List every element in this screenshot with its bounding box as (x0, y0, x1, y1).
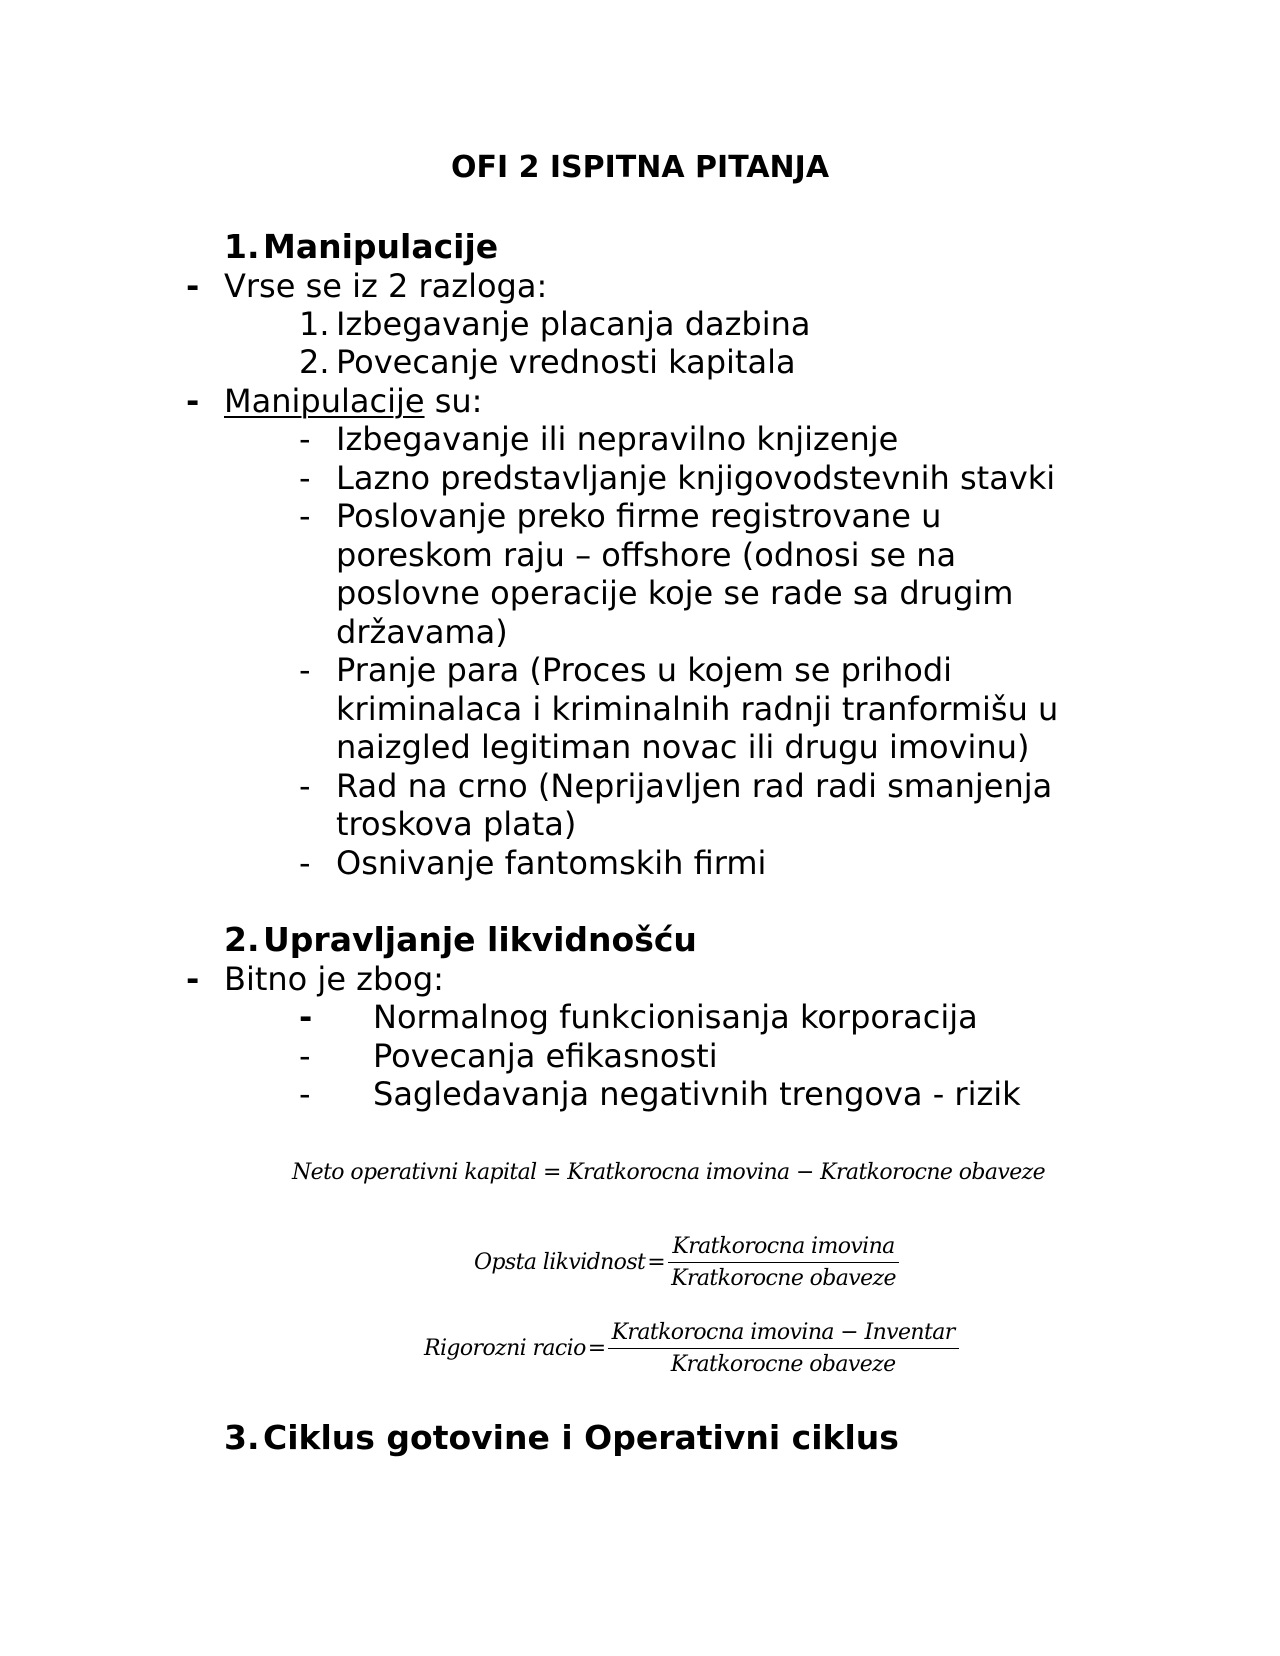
list-dash: - (299, 1075, 311, 1113)
bullet-dash: - (186, 960, 200, 998)
page-title: OFI 2 ISPITNA PITANJA (450, 150, 830, 185)
reason-text: Izbegavanje placanja dazbina (336, 305, 811, 343)
section-1-bullet-2 (224, 382, 482, 420)
formula-lhs: Opsta likvidnost (474, 1250, 646, 1275)
fraction (667, 1234, 900, 1291)
list-dash: - (299, 420, 311, 458)
equals-sign: = (587, 1336, 606, 1361)
list-item-continuation: državama) (336, 613, 508, 651)
list-dash: - (299, 1037, 311, 1075)
bullet-dash: - (186, 267, 200, 305)
list-dash: - (299, 651, 311, 689)
list-item: Izbegavanje ili nepravilno knjizenje (336, 420, 899, 458)
list-item-continuation: kriminalaca i kriminalnih radnji tranformišu u (336, 690, 1059, 728)
section-1-number: 1. (224, 227, 260, 266)
list-item: Normalnog funkcionisanja korporacija (373, 998, 978, 1036)
formula-quick-ratio (424, 1320, 959, 1377)
list-item: Lazno predstavljanje knjigovodstevnih stavki (336, 459, 1056, 497)
list-item: Pranje para (Proces u kojem se prihodi (336, 651, 953, 689)
list-dash: - (299, 459, 311, 497)
reason-text: Povecanje vrednosti kapitala (336, 343, 796, 381)
equals-sign: = (647, 1250, 666, 1275)
list-dash: - (299, 844, 311, 882)
numerator: Kratkorocna imovina − Inventar (608, 1320, 959, 1349)
section-2-number: 2. (224, 920, 260, 959)
section-2-heading: Upravljanje likvidnošću (263, 920, 697, 959)
section-2-bullet-1: Bitno je zbog: (224, 960, 444, 998)
list-item-continuation: naizgled legitiman novac ili drugu imovinu) (336, 728, 1030, 766)
list-dash: - (299, 767, 311, 805)
denominator: Kratkorocne obaveze (670, 1352, 896, 1377)
section-3-heading: Ciklus gotovine i Operativni ciklus (263, 1418, 899, 1457)
fraction (608, 1320, 959, 1377)
bullet-dash: - (186, 382, 200, 420)
section-3-number: 3. (224, 1418, 260, 1457)
formula-lhs: Rigorozni racio (424, 1336, 586, 1361)
reason-number: 2. (299, 343, 330, 381)
list-dash: - (299, 497, 311, 535)
list-dash: - (299, 998, 313, 1036)
list-item-continuation: poreskom raju – offshore (odnosi se na (336, 536, 957, 574)
reason-number: 1. (299, 305, 330, 343)
underlined-term: Manipulacije (224, 382, 425, 420)
list-item: Osnivanje fantomskih firmi (336, 844, 767, 882)
formula-net-operating-capital: Neto operativni kapital = Kratkorocna imovina − Kratkorocne obaveze (292, 1160, 1046, 1185)
numerator: Kratkorocna imovina (668, 1234, 898, 1263)
list-item-continuation: troskova plata) (336, 805, 577, 843)
list-item-continuation: poslovne operacije koje se rade sa drugim (336, 574, 1014, 612)
section-1-heading: Manipulacije (263, 227, 499, 266)
list-item: Povecanja efikasnosti (373, 1037, 718, 1075)
list-item: Rad na crno (Neprijavljen rad radi smanjenja (336, 767, 1053, 805)
section-1-bullet-1: Vrse se iz 2 razloga: (224, 267, 548, 305)
formula-general-liquidity (474, 1234, 900, 1291)
list-item: Sagledavanja negativnih trengova - rizik (373, 1075, 1021, 1113)
denominator: Kratkorocne obaveze (671, 1266, 896, 1291)
list-item: Poslovanje preko firme registrovane u (336, 497, 942, 535)
bullet-2-rest: su: (424, 382, 483, 420)
